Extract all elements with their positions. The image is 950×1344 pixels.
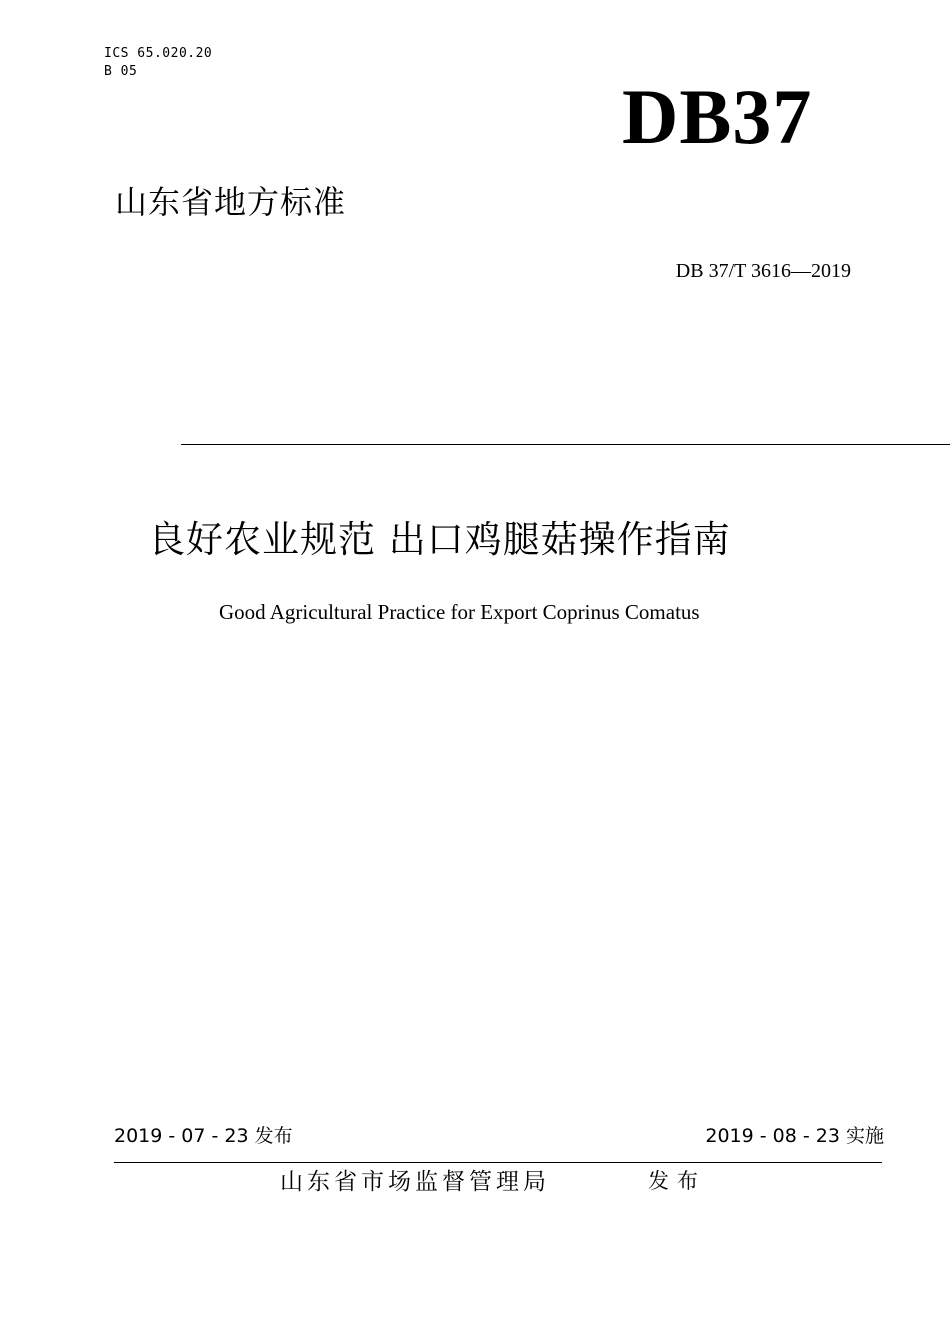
- document-title-chinese: 良好农业规范 出口鸡腿菇操作指南: [148, 518, 731, 561]
- document-title-english: Good Agricultural Practice for Export Coprinus Comatus: [219, 600, 700, 624]
- bottom-divider: [114, 1162, 882, 1163]
- standard-number: DB 37/T 3616—2019: [675, 260, 851, 282]
- ics-code: ICS 65.020.20: [104, 46, 213, 61]
- implementation-date: 2019 - 08 - 23 实施: [705, 1125, 884, 1147]
- issue-date: 2019 - 07 - 23 发布: [114, 1125, 293, 1147]
- ccs-code: B 05: [104, 64, 138, 79]
- standard-type: 山东省地方标准: [115, 183, 347, 221]
- issuing-authority: 山东省市场监督管理局: [280, 1169, 550, 1195]
- issued-label: 发布: [648, 1169, 706, 1193]
- top-divider: [181, 444, 950, 445]
- standard-logo: DB37: [622, 73, 813, 160]
